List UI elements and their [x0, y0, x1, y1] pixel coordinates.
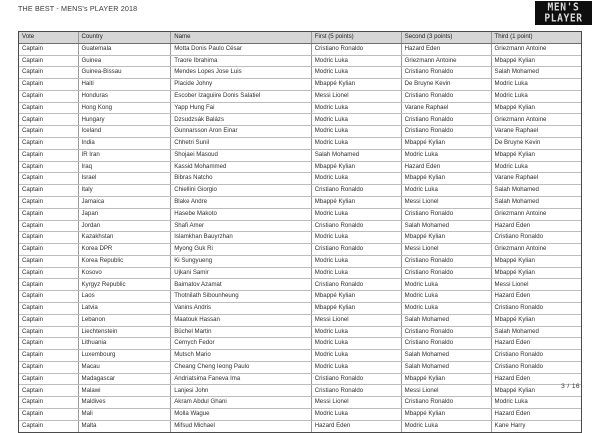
cell-name: Chhetri Sunil: [171, 138, 312, 150]
cell-first: Modric Luka: [311, 173, 401, 185]
cell-second: Cristiano Ronaldo: [401, 126, 491, 138]
cell-vote: Captain: [19, 232, 78, 244]
table-row: [19, 255, 581, 267]
cell-second: Salah Mohamed: [401, 314, 491, 326]
cell-third: Griezmann Antoine: [491, 114, 581, 126]
table-row: [19, 220, 581, 232]
cell-third: Modric Luka: [491, 90, 581, 102]
cell-first: Mbappé Kylian: [311, 196, 401, 208]
cell-name: Ki Sungyueng: [171, 255, 312, 267]
cell-vote: Captain: [19, 79, 78, 91]
cell-vote: Captain: [19, 67, 78, 79]
cell-third: Modric Luka: [491, 161, 581, 173]
cell-third: Mbappé Kylian: [491, 102, 581, 114]
cell-third: Salah Mohamed: [491, 196, 581, 208]
cell-second: Messi Lionel: [401, 385, 491, 397]
cell-name: Blake Andre: [171, 196, 312, 208]
cell-third: Cristiano Ronaldo: [491, 232, 581, 244]
table-row: [19, 338, 581, 350]
cell-first: Messi Lionel: [311, 314, 401, 326]
cell-country: Guinea: [78, 55, 171, 67]
cell-name: Islamkhan Bauyrzhan: [171, 232, 312, 244]
cell-first: Modric Luka: [311, 138, 401, 150]
cell-first: Modric Luka: [311, 361, 401, 373]
table-row: [19, 185, 581, 197]
cell-country: India: [78, 138, 171, 150]
cell-name: Chiellini Giorgio: [171, 185, 312, 197]
cell-vote: Captain: [19, 173, 78, 185]
table-body: [19, 43, 581, 431]
cell-country: Haiti: [78, 79, 171, 91]
cell-country: Liechtenstein: [78, 326, 171, 338]
cell-vote: Captain: [19, 185, 78, 197]
page-number: 3 / 16: [561, 383, 580, 390]
table-row: [19, 350, 581, 362]
cell-first: Cristiano Ronaldo: [311, 43, 401, 55]
cell-second: Mbappé Kylian: [401, 409, 491, 421]
table-row: [19, 79, 581, 91]
cell-name: Cheang Cheng Ieong Paulo: [171, 361, 312, 373]
cell-first: Cristiano Ronaldo: [311, 185, 401, 197]
table-row: [19, 244, 581, 256]
cell-third: Varane Raphael: [491, 173, 581, 185]
cell-third: Salah Mohamed: [491, 185, 581, 197]
table-row: [19, 43, 581, 55]
cell-first: Cristiano Ronaldo: [311, 279, 401, 291]
cell-third: Modric Luka: [491, 397, 581, 409]
cell-second: Mbappé Kylian: [401, 173, 491, 185]
cell-country: Israel: [78, 173, 171, 185]
cell-second: Cristiano Ronaldo: [401, 114, 491, 126]
cell-first: Modric Luka: [311, 232, 401, 244]
cell-third: Hazard Eden: [491, 220, 581, 232]
cell-name: Mutsch Mario: [171, 350, 312, 362]
cell-vote: Captain: [19, 302, 78, 314]
cell-vote: Captain: [19, 138, 78, 150]
cell-third: Griezmann Antoine: [491, 43, 581, 55]
table-row: [19, 90, 581, 102]
cell-third: Hazard Eden: [491, 338, 581, 350]
votes-table-container: [18, 31, 582, 433]
cell-first: Mbappé Kylian: [311, 291, 401, 303]
cell-name: Bibras Natcho: [171, 173, 312, 185]
cell-first: Mbappé Kylian: [311, 302, 401, 314]
votes-table: [19, 32, 581, 432]
cell-third: Salah Mohamed: [491, 67, 581, 79]
table-row: [19, 291, 581, 303]
cell-vote: Captain: [19, 208, 78, 220]
table-row: [19, 409, 581, 421]
cell-vote: Captain: [19, 326, 78, 338]
cell-second: Cristiano Ronaldo: [401, 326, 491, 338]
column-header-country[interactable]: Country: [78, 32, 171, 43]
cell-name: Myong Guk Ri: [171, 244, 312, 256]
cell-country: Lithuania: [78, 338, 171, 350]
cell-country: Honduras: [78, 90, 171, 102]
cell-second: Varane Raphael: [401, 102, 491, 114]
cell-vote: Captain: [19, 373, 78, 385]
cell-first: Messi Lionel: [311, 397, 401, 409]
cell-second: Messi Lionel: [401, 196, 491, 208]
cell-country: Macau: [78, 361, 171, 373]
cell-vote: Captain: [19, 255, 78, 267]
table-row: [19, 138, 581, 150]
cell-vote: Captain: [19, 385, 78, 397]
table-row: [19, 420, 581, 431]
cell-third: Messi Lionel: [491, 279, 581, 291]
table-row: [19, 314, 581, 326]
logo-line-2: PLAYER: [544, 12, 583, 25]
table-row: [19, 161, 581, 173]
cell-second: Cristiano Ronaldo: [401, 338, 491, 350]
cell-name: Cernych Fedor: [171, 338, 312, 350]
table-row: [19, 397, 581, 409]
cell-country: Madagascar: [78, 373, 171, 385]
cell-name: Placide Johny: [171, 79, 312, 91]
table-row: [19, 302, 581, 314]
cell-country: Laos: [78, 291, 171, 303]
cell-first: Modric Luka: [311, 350, 401, 362]
cell-vote: Captain: [19, 149, 78, 161]
cell-first: Mbappé Kylian: [311, 79, 401, 91]
cell-name: Kassid Mohammed: [171, 161, 312, 173]
cell-country: Luxembourg: [78, 350, 171, 362]
cell-vote: Captain: [19, 409, 78, 421]
document-title: THE BEST - MENS's PLAYER 2018: [18, 4, 138, 13]
cell-name: Thotnilath Sibounheung: [171, 291, 312, 303]
table-row: [19, 55, 581, 67]
cell-first: Modric Luka: [311, 208, 401, 220]
cell-second: Cristiano Ronaldo: [401, 208, 491, 220]
cell-third: Mbappé Kylian: [491, 55, 581, 67]
cell-first: Modric Luka: [311, 55, 401, 67]
cell-vote: Captain: [19, 350, 78, 362]
cell-country: Kosovo: [78, 267, 171, 279]
table-row: [19, 361, 581, 373]
table-header: [19, 32, 581, 43]
cell-vote: Captain: [19, 55, 78, 67]
cell-vote: Captain: [19, 244, 78, 256]
cell-second: Cristiano Ronaldo: [401, 397, 491, 409]
cell-country: Korea Republic: [78, 255, 171, 267]
cell-country: Korea DPR: [78, 244, 171, 256]
cell-name: Maatouk Hassan: [171, 314, 312, 326]
cell-country: Kyrgyz Republic: [78, 279, 171, 291]
logo-line-1: MEN'S: [547, 0, 580, 14]
cell-first: Cristiano Ronaldo: [311, 385, 401, 397]
cell-first: Modric Luka: [311, 126, 401, 138]
cell-first: Cristiano Ronaldo: [311, 220, 401, 232]
table-row: [19, 385, 581, 397]
table-row: [19, 267, 581, 279]
cell-third: Griezmann Antoine: [491, 208, 581, 220]
cell-vote: Captain: [19, 161, 78, 173]
page-header: [0, 0, 600, 30]
cell-name: Vanins Andris: [171, 302, 312, 314]
cell-second: Hazard Eden: [401, 43, 491, 55]
cell-second: Modric Luka: [401, 279, 491, 291]
cell-third: Modric Luka: [491, 79, 581, 91]
cell-third: Hazard Eden: [491, 291, 581, 303]
cell-third: Hazard Eden: [491, 373, 581, 385]
column-header-vote[interactable]: Vote: [19, 32, 78, 43]
table-row: [19, 196, 581, 208]
cell-second: Modric Luka: [401, 291, 491, 303]
cell-vote: Captain: [19, 314, 78, 326]
cell-name: Shojaei Masoud: [171, 149, 312, 161]
cell-vote: Captain: [19, 102, 78, 114]
table-row: [19, 326, 581, 338]
table-header-row: [19, 32, 581, 43]
cell-first: Modric Luka: [311, 338, 401, 350]
cell-third: De Bruyne Kevin: [491, 138, 581, 150]
cell-second: Messi Lionel: [401, 244, 491, 256]
cell-country: Jamaica: [78, 196, 171, 208]
cell-country: Japan: [78, 208, 171, 220]
cell-vote: Captain: [19, 114, 78, 126]
table-row: [19, 102, 581, 114]
column-header-third[interactable]: Third (1 point): [491, 32, 581, 43]
table-row: [19, 279, 581, 291]
cell-first: Modric Luka: [311, 67, 401, 79]
cell-second: Salah Mohamed: [401, 361, 491, 373]
cell-name: Akram Abdul Ghani: [171, 397, 312, 409]
cell-name: Shafi Amer: [171, 220, 312, 232]
cell-third: Hazard Eden: [491, 409, 581, 421]
cell-vote: Captain: [19, 90, 78, 102]
cell-second: Hazard Eden: [401, 161, 491, 173]
cell-second: Modric Luka: [401, 149, 491, 161]
cell-first: Cristiano Ronaldo: [311, 244, 401, 256]
column-header-first[interactable]: First (5 points): [311, 32, 401, 43]
cell-name: Yapp Hung Fai: [171, 102, 312, 114]
cell-country: Malawi: [78, 385, 171, 397]
cell-first: Modric Luka: [311, 409, 401, 421]
mens-player-logo: [535, 1, 592, 25]
column-header-name[interactable]: Name: [171, 32, 312, 43]
table-row: [19, 208, 581, 220]
cell-vote: Captain: [19, 338, 78, 350]
cell-first: Modric Luka: [311, 326, 401, 338]
cell-country: Guinea-Bissau: [78, 67, 171, 79]
cell-third: Mbappé Kylian: [491, 267, 581, 279]
cell-vote: Captain: [19, 291, 78, 303]
table-row: [19, 173, 581, 185]
cell-country: Latvia: [78, 302, 171, 314]
table-row: [19, 126, 581, 138]
cell-country: Hong Kong: [78, 102, 171, 114]
cell-name: Motta Donis Paulo César: [171, 43, 312, 55]
cell-first: Modric Luka: [311, 267, 401, 279]
cell-name: Dzsudzsák Balázs: [171, 114, 312, 126]
cell-second: Mbappé Kylian: [401, 138, 491, 150]
column-header-second[interactable]: Second (3 points): [401, 32, 491, 43]
cell-name: Mifsud Michael: [171, 420, 312, 431]
cell-country: IR Iran: [78, 149, 171, 161]
cell-name: Büchel Martin: [171, 326, 312, 338]
table-row: [19, 373, 581, 385]
cell-country: Italy: [78, 185, 171, 197]
table-row: [19, 232, 581, 244]
cell-country: Iraq: [78, 161, 171, 173]
cell-third: Mbappé Kylian: [491, 385, 581, 397]
cell-name: Traore Ibrahima: [171, 55, 312, 67]
cell-country: Malta: [78, 420, 171, 431]
cell-third: Kane Harry: [494, 421, 526, 429]
cell-vote: Captain: [19, 397, 78, 409]
cell-third: Mbappé Kylian: [491, 255, 581, 267]
cell-country: Guatemala: [78, 43, 171, 55]
cell-name: Hasebe Makoto: [171, 208, 312, 220]
cell-country: Iceland: [78, 126, 171, 138]
cell-vote: Captain: [19, 267, 78, 279]
cell-country: Maldives: [78, 397, 171, 409]
cell-first: Hazard Eden: [311, 420, 401, 431]
cell-second: De Bruyne Kevin: [401, 79, 491, 91]
cell-third: Cristiano Ronaldo: [491, 350, 581, 362]
cell-second: Cristiano Ronaldo: [401, 90, 491, 102]
cell-second: Cristiano Ronaldo: [401, 267, 491, 279]
cell-country: Kazakhstan: [78, 232, 171, 244]
cell-second: Cristiano Ronaldo: [401, 67, 491, 79]
cell-vote: Captain: [19, 361, 78, 373]
cell-third: Mbappé Kylian: [491, 149, 581, 161]
cell-vote: Captain: [19, 279, 78, 291]
cell-country: Jordan: [78, 220, 171, 232]
cell-vote: Captain: [19, 196, 78, 208]
cell-name: Andriatsima Faneva Ima: [171, 373, 312, 385]
cell-vote: Captain: [19, 220, 78, 232]
cell-name: Molla Wague: [171, 409, 312, 421]
table-row: [19, 67, 581, 79]
cell-first: Modric Luka: [311, 114, 401, 126]
cell-name: Gunnarsson Aron Einar: [171, 126, 312, 138]
cell-third: Mbappé Kylian: [491, 314, 581, 326]
cell-vote: Captain: [19, 43, 78, 55]
cell-second: Mbappé Kylian: [401, 232, 491, 244]
cell-second: Mbappé Kylian: [401, 373, 491, 385]
cell-country: Lebanon: [78, 314, 171, 326]
cell-vote: Captain: [19, 420, 78, 431]
cell-country: Hungary: [78, 114, 171, 126]
cell-name: Lanjesi John: [171, 385, 312, 397]
cell-second: Salah Mohamed: [401, 220, 491, 232]
cell-name: Ujkani Samir: [171, 267, 312, 279]
cell-first: Modric Luka: [311, 102, 401, 114]
cell-first: Mbappé Kylian: [311, 161, 401, 173]
cell-first: Messi Lionel: [311, 90, 401, 102]
cell-third: Griezmann Antoine: [491, 244, 581, 256]
cell-first: Cristiano Ronaldo: [311, 373, 401, 385]
cell-first: Salah Mohamed: [311, 149, 401, 161]
cell-name: Mendes Lopes Jose Luis: [171, 67, 312, 79]
cell-third: Varane Raphael: [491, 126, 581, 138]
cell-third: Salah Mohamed: [491, 326, 581, 338]
cell-name: Baimatov Azamat: [171, 279, 312, 291]
cell-second: Griezmann Antoine: [401, 55, 491, 67]
cell-name: Escober Izaguiire Donis Salatiel: [171, 90, 312, 102]
cell-second: Modric Luka: [401, 420, 491, 431]
cell-second: Cristiano Ronaldo: [401, 255, 491, 267]
table-row: [19, 149, 581, 161]
cell-third: Cristiano Ronaldo: [491, 302, 581, 314]
cell-second: Salah Mohamed: [401, 350, 491, 362]
cell-second: Modric Luka: [401, 185, 491, 197]
cell-third: Cristiano Ronaldo: [491, 361, 581, 373]
cell-vote: Captain: [19, 126, 78, 138]
cell-country: Mali: [78, 409, 171, 421]
cell-second: Modric Luka: [401, 302, 491, 314]
cell-first: Modric Luka: [311, 255, 401, 267]
table-row: [19, 114, 581, 126]
